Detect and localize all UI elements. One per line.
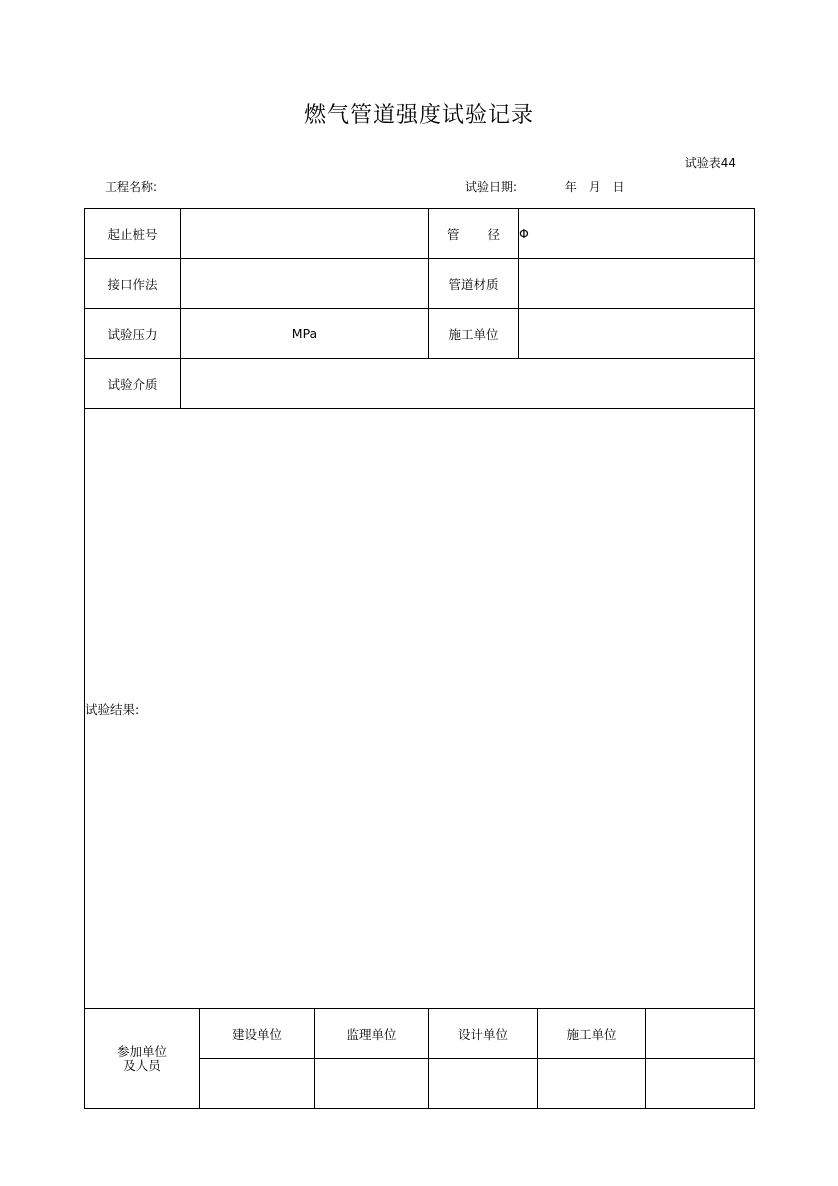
participants-label-line1: 参加单位 <box>116 1043 167 1059</box>
test-result-label: 试验结果: <box>85 701 140 717</box>
extra-unit-label <box>646 1009 755 1059</box>
signoff-table <box>84 1008 755 1109</box>
pipe-material-label: 管道材质 <box>429 259 519 309</box>
diameter-label-b: 径 <box>487 226 501 242</box>
supervision-unit-label: 监理单位 <box>315 1009 429 1059</box>
pressure-unit: MPa <box>291 326 318 341</box>
test-date-field <box>465 178 625 195</box>
participants-label <box>85 1009 200 1109</box>
construction-unit-label: 施工单位 <box>538 1009 646 1059</box>
row-medium <box>85 359 755 409</box>
diameter-value-cell[interactable]: Φ <box>519 209 755 259</box>
owner-unit-label: 建设单位 <box>200 1009 315 1059</box>
form-number: 试验表44 <box>684 156 736 170</box>
diameter-label <box>429 209 519 259</box>
stake-label: 起止桩号 <box>85 209 181 259</box>
construction-signature-cell[interactable] <box>538 1059 646 1109</box>
row-pressure <box>85 309 755 359</box>
test-pressure-value-cell[interactable] <box>181 309 429 359</box>
design-signature-cell[interactable] <box>429 1059 538 1109</box>
row-joint <box>85 259 755 309</box>
owner-signature-cell[interactable] <box>200 1059 315 1109</box>
row-stake <box>85 209 755 259</box>
test-result-cell[interactable] <box>85 409 755 1009</box>
diameter-label-a: 管 <box>446 226 460 242</box>
pipe-material-value-cell[interactable] <box>519 259 755 309</box>
stake-value-cell[interactable] <box>181 209 429 259</box>
test-record-table <box>84 208 755 1009</box>
test-medium-value-cell[interactable] <box>181 359 755 409</box>
participants-label-line2: 及人员 <box>123 1057 161 1073</box>
extra-signature-cell[interactable] <box>646 1059 755 1109</box>
project-name-label: 工程名称: <box>105 180 158 194</box>
row-result <box>85 409 755 1009</box>
contractor-value-cell[interactable] <box>519 309 755 359</box>
supervision-signature-cell[interactable] <box>315 1059 429 1109</box>
test-medium-label: 试验介质 <box>85 359 181 409</box>
joint-method-label: 接口作法 <box>85 259 181 309</box>
test-date-label: 试验日期: <box>465 180 518 194</box>
test-date-units: 年 月 日 <box>564 180 625 194</box>
document-title: 燃气管道强度试验记录 <box>303 103 534 128</box>
test-pressure-label: 试验压力 <box>85 309 181 359</box>
joint-method-value-cell[interactable] <box>181 259 429 309</box>
contractor-label: 施工单位 <box>429 309 519 359</box>
design-unit-label: 设计单位 <box>429 1009 538 1059</box>
signoff-header-row <box>85 1009 755 1059</box>
